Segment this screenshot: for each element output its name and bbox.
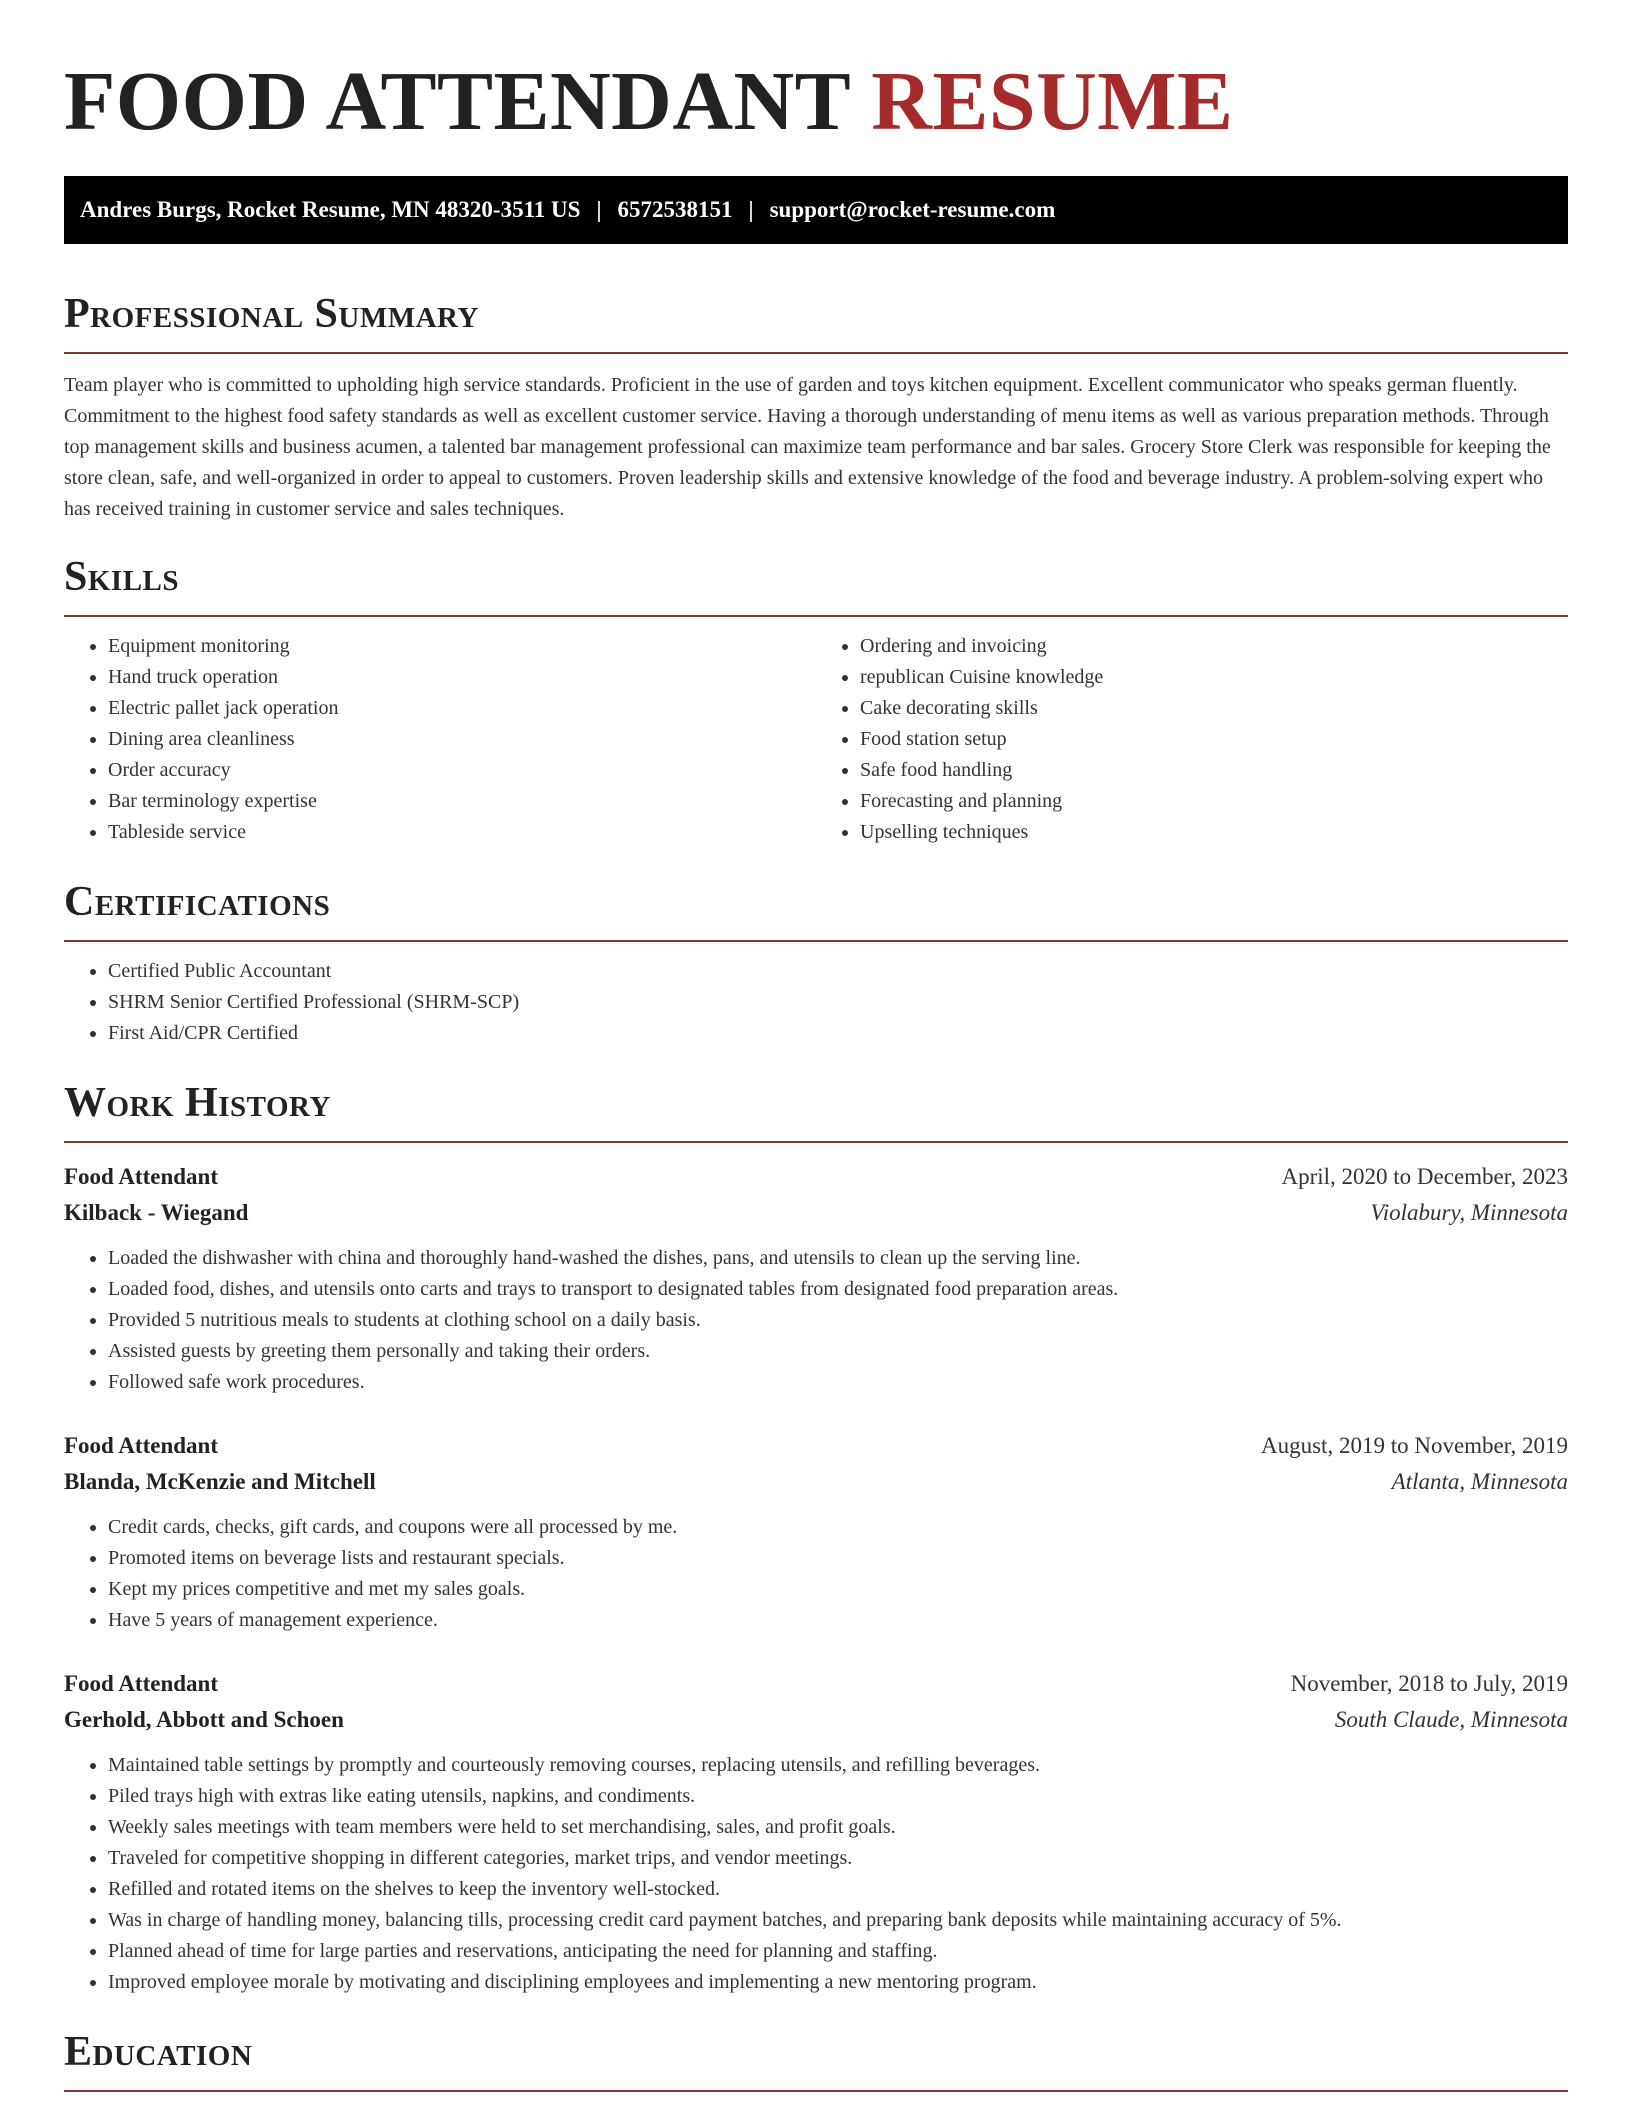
job-header-row (64, 1428, 1568, 1464)
contact-phone: 6572538151 (617, 197, 733, 222)
education-section (64, 2024, 1568, 2092)
job-bullet: • Weekly sales meetings with team members were held to set merchandising, sales, and profit goals. (108, 1812, 1568, 1843)
job-title: Food Attendant (64, 1164, 218, 1189)
contact-separator: | (596, 197, 602, 222)
job-bullet: • Provided 5 nutritious meals to students at clothing school on a daily basis. (108, 1305, 1568, 1336)
job-company: Blanda, McKenzie and Mitchell (64, 1469, 376, 1494)
job-bullets (64, 1243, 1568, 1398)
job-bullet: • Improved employee morale by motivating and disciplining employees and implementing a new mentoring program. (108, 1967, 1568, 1998)
section-divider (64, 615, 1568, 617)
job-bullets (64, 1750, 1568, 1998)
summary-heading: Professional Summary (64, 291, 479, 337)
job-bullet: • Was in charge of handling money, balancing tills, processing credit card payment batches, and preparing bank deposits while maintaining accuracy of 5%. (108, 1905, 1568, 1936)
skill-item: • Dining area cleanliness (108, 724, 816, 755)
job-bullet: • Maintained table settings by promptly and courteously removing courses, replacing utensils, and refilling beverages. (108, 1750, 1568, 1781)
skill-item: • Ordering and invoicing (860, 631, 1568, 662)
job-dates: April, 2020 to December, 2023 (1281, 1164, 1568, 1189)
section-divider (64, 352, 1568, 354)
skill-item: • Electric pallet jack operation (108, 693, 816, 724)
job-bullet: • Loaded the dishwasher with china and thoroughly hand-washed the dishes, pans, and utensils to clean up the serving line. (108, 1243, 1568, 1274)
section-divider (64, 2090, 1568, 2092)
job-location: South Claude, Minnesota (1334, 1707, 1568, 1732)
title-main: FOOD ATTENDANT (64, 55, 850, 148)
job-bullet: • Have 5 years of management experience. (108, 1605, 1568, 1636)
job-bullet: • Kept my prices competitive and met my sales goals. (108, 1574, 1568, 1605)
skill-item: • Safe food handling (860, 755, 1568, 786)
work-history-heading: Work History (64, 1080, 331, 1126)
job-company: Gerhold, Abbott and Schoen (64, 1707, 344, 1732)
contact-bar (64, 176, 1568, 244)
skills-list-right (816, 631, 1568, 848)
skill-item: • Tableside service (108, 817, 816, 848)
job-bullet: • Promoted items on beverage lists and restaurant specials. (108, 1543, 1568, 1574)
resume-title (64, 0, 1568, 152)
job-bullets (64, 1512, 1568, 1636)
certifications-list (64, 956, 1568, 1049)
education-heading: Education (64, 2029, 253, 2075)
certification-item: • Certified Public Accountant (108, 956, 1568, 987)
job-bullet: • Refilled and rotated items on the shelves to keep the inventory well-stocked. (108, 1874, 1568, 1905)
job-header-row (64, 1159, 1568, 1195)
skill-item: • Equipment monitoring (108, 631, 816, 662)
skill-item: • Hand truck operation (108, 662, 816, 693)
contact-email: support@rocket-resume.com (769, 197, 1056, 222)
work-history-section (64, 1075, 1568, 1998)
certifications-heading: Certifications (64, 879, 331, 925)
job-header-row (64, 1666, 1568, 1702)
job-entry (64, 1428, 1568, 1636)
job-entry (64, 1666, 1568, 1998)
job-bullet: • Assisted guests by greeting them personally and taking their orders. (108, 1336, 1568, 1367)
job-dates: November, 2018 to July, 2019 (1290, 1671, 1568, 1696)
skill-item: • Forecasting and planning (860, 786, 1568, 817)
certification-item: • SHRM Senior Certified Professional (SHRM-SCP) (108, 987, 1568, 1018)
summary-section (64, 286, 1568, 525)
job-location: Atlanta, Minnesota (1391, 1469, 1568, 1494)
job-entry (64, 1159, 1568, 1398)
skill-item: • Bar terminology expertise (108, 786, 816, 817)
skills-list-left (64, 631, 816, 848)
job-company-row (64, 1195, 1568, 1231)
job-bullet: • Credit cards, checks, gift cards, and coupons were all processed by me. (108, 1512, 1568, 1543)
skill-item: • republican Cuisine knowledge (860, 662, 1568, 693)
job-title: Food Attendant (64, 1671, 218, 1696)
job-company-row (64, 1702, 1568, 1738)
skills-heading: Skills (64, 554, 180, 600)
skills-grid (64, 631, 1568, 848)
job-dates: August, 2019 to November, 2019 (1261, 1433, 1568, 1458)
section-divider (64, 1141, 1568, 1143)
skill-item: • Order accuracy (108, 755, 816, 786)
job-company: Kilback - Wiegand (64, 1200, 249, 1225)
job-bullet: • Followed safe work procedures. (108, 1367, 1568, 1398)
skill-item: • Cake decorating skills (860, 693, 1568, 724)
job-company-row (64, 1464, 1568, 1500)
certification-item: • First Aid/CPR Certified (108, 1018, 1568, 1049)
summary-text: Team player who is committed to upholding high service standards. Proficient in the use of garden and toys kitchen equipment. Excellent communicator who speaks german fluently. Commitment to the highest food safety standards as well as excellent customer service. Having a thorough understanding of menu items as well as various preparation methods. Through top management skills and business acumen, a talented bar management professional can maximize team performance and bar sales. Grocery Store Clerk was responsible for keeping the store clean, safe, and well-organized in order to appeal to customers. Proven leadership skills and extensive knowledge of the food and beverage industry. A problem-solving expert who has received training in customer service and sales techniques. (64, 374, 1551, 520)
certifications-section (64, 874, 1568, 1049)
skill-item: • Food station setup (860, 724, 1568, 755)
job-bullet: • Planned ahead of time for large parties and reservations, anticipating the need for planning and staffing. (108, 1936, 1568, 1967)
job-bullet: • Traveled for competitive shopping in different categories, market trips, and vendor meetings. (108, 1843, 1568, 1874)
job-location: Violabury, Minnesota (1370, 1200, 1568, 1225)
contact-separator: | (748, 197, 754, 222)
skill-item: • Upselling techniques (860, 817, 1568, 848)
job-bullet: • Loaded food, dishes, and utensils onto carts and trays to transport to designated tables from designated food preparation areas. (108, 1274, 1568, 1305)
job-bullet: • Piled trays high with extras like eating utensils, napkins, and condiments. (108, 1781, 1568, 1812)
skills-section (64, 549, 1568, 848)
job-title: Food Attendant (64, 1433, 218, 1458)
title-accent: RESUME (871, 55, 1234, 148)
contact-address: Andres Burgs, Rocket Resume, MN 48320-3511 US (80, 197, 581, 222)
section-divider (64, 940, 1568, 942)
